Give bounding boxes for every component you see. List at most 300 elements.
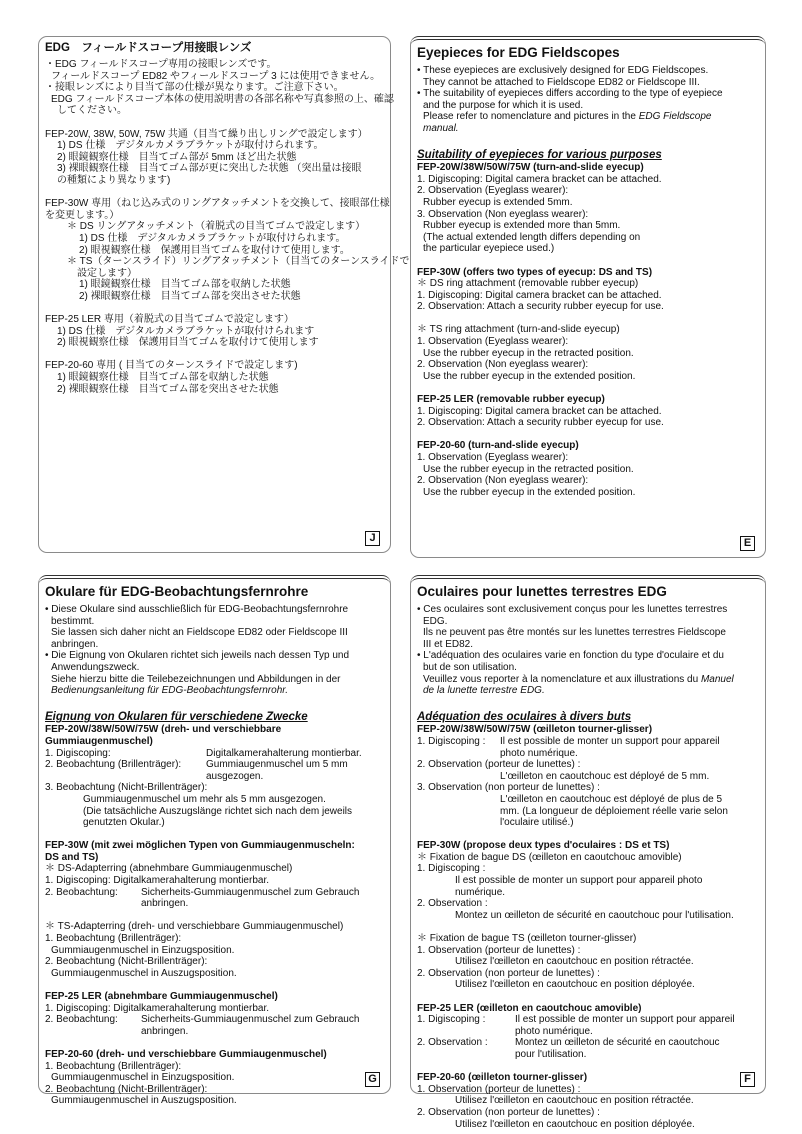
text-line [45,748,384,760]
line-text: • Ces oculaires sont exclusivement conçus pour les lunettes terrestres [417,604,728,615]
model-heading [45,991,384,1003]
line-text: 2) 眼視観察仕様 保護用目当てゴムを取付けて使用します。 [79,244,350,256]
text-line [417,604,759,616]
text-line [417,887,759,899]
text-line [417,209,759,221]
text-line [417,220,759,232]
line-text: Eignung von Okularen für verschiedene Zwecke [45,711,308,724]
item-value: Sicherheits-Gummiaugenmuschel zum Gebrauch [141,886,360,898]
line-text: ＊ DS-Adapterring (abnehmbare Gummiaugenmuschel) [45,863,293,875]
spacer [45,979,384,991]
panel-japanese [38,36,410,553]
text-line [417,487,759,499]
spacer [45,349,384,361]
line-text: フィールドスコープ ED82 やフィールドスコープ 3 には使用できません。 [51,70,381,82]
text-line [45,152,384,164]
text-line [45,759,384,771]
line-text: ＊ Fixation de bague DS (œilleton en caoutchouc amovible) [417,851,682,863]
text-line [417,359,759,371]
line-text: FEP-20-60 (turn-and-slide eyecup) [417,440,579,452]
line-text: Utilisez l'œilleton en caoutchouc en position déployée. [455,979,695,991]
line-text: • L'adéquation des oculaires varie en fonction du type d'oculaire et du [417,650,724,662]
line-text: FEP-30W (propose deux types d'oculaires : DS et TS) [417,840,670,852]
spacer [417,921,759,933]
line-text: 1. Observation (porteur de lunettes) : [417,1083,581,1095]
text-line [45,59,384,71]
line-text: Use the rubber eyecup in the retracted position. [423,463,634,475]
text-line [417,290,759,302]
text-line [417,1095,759,1107]
line-text: 1. Beobachtung (Brillenträger): [45,933,182,945]
line-text: (The actual extended length differs depending on [423,231,641,243]
spacer [45,187,384,199]
item-label: 1. Digiscoping : [417,735,486,747]
text-line [417,616,759,628]
line-text: 1. Observation (porteur de lunettes) : [417,944,581,956]
text-line [45,782,384,794]
line-text: EDG フィールドスコープ本体の使用説明書の各部名称や写真参照の上、確認 [51,93,394,105]
text-line [45,175,384,187]
item-value: ausgezogen. [206,770,264,782]
text-line [417,782,759,794]
spacer [417,313,759,325]
line-text: ＊ TS ring attachment (turn-and-slide eyecup) [417,324,620,336]
model-heading [417,394,759,406]
text-line [45,221,384,233]
text-line [45,1072,384,1084]
item-value: Montez un œilleton de sécurité en caoutchouc [515,1037,720,1049]
line-text: Gummiaugenmuschel in Einzugsposition. [51,1072,235,1084]
panel-body [417,65,759,498]
text-line [45,685,384,697]
line-text: 3. Beobachtung (Nicht-Brillenträger): [45,782,208,794]
text-line [417,771,759,783]
line-text: FEP-20W/38W/50W/75W (turn-and-slide eyecup) [417,162,644,174]
text-line [45,921,384,933]
line-text: FEP-20W, 38W, 50W, 75W 共通（目当て繰り出しリングで設定します） [45,128,368,140]
text-line [45,1084,384,1096]
line-text: 1. Digiscoping: Digital camera bracket can be attached. [417,173,662,185]
line-text: Montez un œilleton de sécurité en caoutchouc pour l'utilisation. [455,909,734,921]
line-text: 1. Observation (Eyeglass wearer): [417,452,569,463]
item-value: anbringen. [141,898,189,910]
line-text: 2. Observation (Non eyeglass wearer): [417,359,589,371]
line-text: FEP-25 LER (œilleton en caoutchouc amovible) [417,1002,642,1014]
text-line [417,197,759,209]
line-text: FEP-30W 専用（ねじ込み式のリングアタッチメントを交換して、接眼部仕様 [45,198,390,210]
text-line [417,278,759,290]
model-heading [45,840,384,852]
text-line [417,863,759,875]
language-badge: J [365,531,380,546]
text-line [417,627,759,639]
text-line [417,406,759,418]
line-text: ＊ TS（ターンスライド）リングアタッチメント（目当てのターンスライドで [67,256,410,268]
model-heading [45,852,384,864]
text-line [417,1014,759,1026]
line-text: • The suitability of eyepieces differs according to the type of eyepiece [417,88,723,100]
line-text: 2. Observation (non porteur de lunettes) : [417,967,600,979]
line-text: 2. Beobachtung (Nicht-Brillenträger): [45,1083,208,1095]
line-text: 1. Beobachtung (Brillenträger): [45,1060,182,1072]
panel-german [38,575,391,1107]
text-line [45,256,410,268]
text-line [417,417,759,429]
line-text: 2. Beobachtung (Nicht-Brillenträger): [45,956,208,968]
line-text: the particular eyepiece used.) [423,243,555,255]
line-text: Adéquation des oculaires à divers buts [417,711,632,724]
spacer [45,117,384,129]
line-text: 2. Observation: Attach a security rubber eyecup for use. [417,417,664,429]
text-line [45,93,394,106]
line-text: Please refer to nomenclature and pictures in the [423,111,639,123]
line-text: EDG. [423,615,448,627]
panel-body [417,604,759,1130]
item-value: Digitalkamerahalterung montierbar. [206,747,362,759]
line-text: 1. Digiscoping: Digital camera bracket can be attached. [417,405,662,417]
item-label: 2. Beobachtung: [45,886,118,898]
text-line [45,198,390,210]
text-line [417,736,759,748]
text-line [417,875,759,887]
item-value: photo numérique. [500,747,578,759]
line-text: FEP-30W (offers two types of eyecup: DS and TS) [417,266,653,278]
text-line [417,1107,759,1119]
item-label: 2. Beobachtung: [45,1014,118,1026]
text-line [417,243,759,255]
line-text: ・接眼レンズにより目当て部の仕様が異なります。ご注意下さい。 [45,82,344,94]
line-text: FEP-20-60 (dreh- und verschiebbare Gummiaugenmuschel) [45,1048,327,1060]
spacer [417,135,759,147]
section-heading [417,148,759,162]
line-text: FEP-30W (mit zwei möglichen Typen von Gummiaugenmuscheln: [45,840,355,852]
text-line [417,174,759,186]
text-line [45,945,384,957]
text-line [45,806,384,818]
italic-reference: de la lunette terrestre EDG. [423,685,545,697]
text-line [417,111,759,123]
text-line [45,817,384,829]
text-line [45,337,384,349]
line-text: 2. Observation (non porteur de lunettes) : [417,1106,600,1118]
text-line [417,1049,759,1061]
item-label: 2. Beobachtung (Brillenträger): [45,759,182,771]
model-heading [417,440,759,452]
line-text: Rubber eyecup is extended more than 5mm. [423,220,621,232]
panel-title: EDG フィールドスコープ用接眼レンズ [45,42,252,54]
line-text: Anwendungszweck. [51,661,140,673]
line-text: 2. Observation (porteur de lunettes) : [417,759,581,771]
spacer [417,429,759,441]
text-line [45,887,384,899]
line-text: 3. Observation (non porteur de lunettes) : [417,782,600,794]
line-text: FEP-20W/38W/50W/75W (œilleton tourner-glisser) [417,724,653,736]
line-text: Gummiaugenmuschel) [45,735,153,747]
line-text: They cannot be attached to Fieldscope ED82 or Fieldscope III. [423,76,700,88]
text-line [45,794,384,806]
line-text: FEP-20-60 (œilleton tourner-glisser) [417,1072,588,1084]
model-heading [45,736,384,748]
text-line [45,650,384,662]
text-line [45,771,384,783]
line-text: 1. Observation (Eyeglass wearer): [417,336,569,348]
text-line [417,185,759,197]
line-text: FEP-25 LER 専用（着脱式の目当てゴムで設定します） [45,314,294,326]
line-text: FEP-20-60 専用 ( 目当てのターンスライドで設定します) [45,360,298,372]
item-value: Il est possible de monter un support pour appareil [500,735,720,747]
text-line [45,140,384,152]
line-text: 3) 裸眼観察仕様 目当てゴム部が更に突出した状態 （突出量は接眼 [57,163,362,175]
line-text: Utilisez l'œilleton en caoutchouc en position déployée. [455,1118,695,1130]
line-text: • These eyepieces are exclusively designed for EDG Fieldscopes. [417,65,709,76]
line-text: 2) 眼視観察仕様 保護用目当てゴムを取付けて使用します [57,337,319,349]
text-line [417,910,759,922]
line-text: bestimmt. [51,615,95,627]
text-line [45,639,384,651]
text-line [417,77,759,89]
text-line [45,291,384,303]
line-text: 設定します） [67,267,137,279]
section-heading [45,710,384,724]
line-text: Siehe hierzu bitte die Teilebezeichnungen und Abbildungen in der [51,673,341,685]
panel-title: Oculaires pour lunettes terrestres EDG [417,584,667,599]
item-value: Gummiaugenmuschel um 5 mm [206,759,348,771]
line-text: を変更します。） [45,209,120,221]
item-value: anbringen. [141,1025,189,1037]
text-line [45,662,384,674]
text-line [417,371,759,383]
text-line [417,100,759,112]
text-line [417,759,759,771]
text-line [45,210,384,222]
text-line [417,650,759,662]
language-badge: E [740,536,755,551]
line-text: 1) 眼鏡観察仕様 目当てゴム部を収納した状態 [79,279,291,291]
text-line [45,933,384,945]
line-text: 2. Observation: Attach a security rubber eyecup for use. [417,301,664,313]
line-text: genutzten Okular.) [83,817,165,829]
model-heading [417,1072,759,1084]
line-text: • Die Eignung von Okularen richtet sich jeweils nach dessen Typ und [45,650,350,662]
text-line [417,945,759,957]
model-heading [417,267,759,279]
text-line [417,475,759,487]
text-line [417,1037,759,1049]
line-text: 1. Digiscoping: Digitalkamerahalterung montierbar. [45,1002,270,1014]
line-text: 2. Observation : [417,898,488,910]
text-line [417,348,759,360]
text-line [45,372,384,384]
line-text: FEP-20W/38W/50W/75W (dreh- und verschiebbare [45,724,282,736]
line-text: Gummiaugenmuschel um mehr als 5 mm ausgezogen. [83,793,326,805]
spacer [417,991,759,1003]
language-badge: G [365,1072,380,1087]
line-text: 3. Observation (Non eyeglass wearer): [417,208,589,220]
line-text: 1. Digiscoping: Digitalkamerahalterung montierbar. [45,875,270,887]
line-text: 1. Digiscoping: Digital camera bracket can be attached. [417,289,662,301]
text-line [417,817,759,829]
line-text: Rubber eyecup is extended 5mm. [423,196,573,208]
spacer [417,697,759,709]
text-line [45,1061,384,1073]
text-line [45,314,384,326]
text-line [417,324,759,336]
text-line [417,806,759,818]
text-line [45,1014,384,1026]
line-text: ＊ DS ring attachment (removable rubber eyecup) [417,278,639,290]
text-line [45,674,384,686]
model-heading [417,724,759,736]
text-line [417,464,759,476]
line-text: ＊ Fixation de bague TS (œilleton tourner-glisser) [417,933,637,945]
text-line [417,685,759,697]
line-text: (Die tatsächliche Auszugslänge richtet sich nach dem jeweils [83,805,353,817]
item-value: Sicherheits-Gummiaugenmuschel zum Gebrauch [141,1014,360,1026]
line-text: Utilisez l'œilleton en caoutchouc en position rétractée. [455,956,694,968]
line-text: mm. (La longueur de déploiement réelle varie selon [500,805,728,817]
text-line [417,1026,759,1038]
line-text: 1) DS 仕様 デジタルカメラブラケットが取付けられます。 [57,140,324,152]
panel-french [410,575,766,1130]
line-text: III et ED82. [423,638,474,650]
line-text: Suitability of eyepieces for various purposes [417,149,662,162]
text-line [45,875,384,887]
panel-body [45,604,384,1107]
model-heading [45,724,384,736]
text-line [417,65,759,77]
text-line [45,384,384,396]
line-text: ＊ DS リングアタッチメント（着脱式の目当てゴムで設定します） [67,221,366,233]
spacer [45,829,384,841]
line-text: numérique. [455,886,506,898]
line-text: FEP-25 LER (abnehmbare Gummiaugenmuschel) [45,991,278,1002]
text-line [45,863,384,875]
text-line [417,123,759,135]
model-heading [417,1003,759,1015]
item-label: 2. Observation : [417,1037,488,1049]
text-line [45,233,384,245]
spacer [417,255,759,267]
line-text: の種類により異なります) [57,174,171,186]
line-text: 2) 裸眼観察仕様 目当てゴム部を突出させた状態 [79,290,301,302]
text-line [45,82,384,94]
text-line [45,604,384,616]
text-line [417,933,759,945]
line-text: 2. Observation (Eyeglass wearer): [417,185,569,197]
line-text: してください。 [57,105,127,117]
text-line [417,336,759,348]
italic-reference: Bedienungsanleitung für EDG-Beobachtungsfernrohr. [51,685,289,697]
panel-title: Eyepieces for EDG Fieldscopes [417,45,620,60]
line-text: Gummiaugenmuschel in Auszugsposition. [51,1095,237,1107]
spacer [45,697,384,709]
text-line [45,71,384,83]
line-text: but de son utilisation. [423,661,517,673]
italic-reference: EDG Fieldscope [638,111,712,123]
text-line [417,794,759,806]
text-line [45,129,384,141]
spacer [417,382,759,394]
text-line [417,88,759,100]
item-label: 1. Digiscoping : [417,1014,486,1026]
line-text: Utilisez l'œilleton en caoutchouc en position rétractée. [455,1095,694,1107]
text-line [417,639,759,651]
line-text: L'œilleton en caoutchouc est déployé de 5 mm. [500,770,710,782]
text-line [45,105,384,117]
text-line [417,968,759,980]
text-line [417,232,759,244]
item-value: photo numérique. [515,1025,593,1037]
line-text: DS and TS) [45,851,99,863]
panel-english [410,36,766,558]
line-text: 1) DS 仕様 デジタルカメラブラケットが取付けられます [57,325,315,337]
model-heading [417,162,759,174]
panel-title: Okulare für EDG-Beobachtungsfernrohre [45,584,309,599]
text-line [417,1119,759,1131]
line-text: Gummiaugenmuschel in Auszugsposition. [51,967,237,979]
line-text: 1) DS 仕様 デジタルカメラブラケットが取付けられます。 [79,232,346,244]
text-line [417,979,759,991]
item-label: 1. Digiscoping: [45,747,111,759]
line-text: Il est possible de monter un support pour appareil photo [455,875,703,887]
text-line [45,616,384,628]
line-text: Veuillez vous reporter à la nomenclature et aux illustrations du [423,673,701,685]
line-text: 2) 裸眼観察仕様 目当てゴム部を突出させた状態 [57,383,279,395]
spacer [417,1061,759,1073]
line-text: 2) 眼鏡観察仕様 目当てゴム部が 5mm ほど出た状態 [57,151,297,163]
line-text: l'oculaire utilisé.) [500,817,574,829]
text-line [417,452,759,464]
text-line [417,1084,759,1096]
model-heading [417,840,759,852]
line-text: 2. Observation (Non eyeglass wearer): [417,475,589,487]
line-text: anbringen. [51,638,99,650]
language-badge: F [740,1072,755,1087]
panel-body [45,59,410,395]
line-text: Use the rubber eyecup in the retracted position. [423,347,634,359]
text-line [45,1095,384,1107]
line-text: Sie lassen sich daher nicht an Fieldscope ED82 oder Fieldscope III [51,627,348,639]
line-text: FEP-25 LER (removable rubber eyecup) [417,394,605,406]
text-line [417,956,759,968]
line-text: • Diese Okulare sind ausschließlich für EDG-Beobachtungsfernrohre [45,604,349,615]
text-line [45,163,384,175]
line-text: and the purpose for which it is used. [423,99,584,111]
item-value: pour l'utilisation. [515,1048,587,1060]
text-line [45,627,384,639]
section-heading [417,710,759,724]
text-line [45,326,384,338]
spacer [45,1037,384,1049]
spacer [417,829,759,841]
text-line [45,898,384,910]
line-text: ＊ TS-Adapterring (dreh- und verschiebbare Gummiaugenmuschel) [45,921,344,933]
text-line [45,968,384,980]
line-text: 1. Digiscoping : [417,863,486,875]
line-text: Gummiaugenmuschel in Einzugsposition. [51,944,235,956]
italic-reference: Manuel [700,673,734,685]
line-text: Use the rubber eyecup in the extended position. [423,370,636,382]
text-line [45,360,384,372]
model-heading [45,1049,384,1061]
line-text: L'œilleton en caoutchouc est déployé de plus de 5 [500,793,723,805]
text-line [45,1003,384,1015]
line-text: ・EDG フィールドスコープ専用の接眼レンズです。 [45,59,277,70]
text-line [417,674,759,686]
text-line [417,662,759,674]
text-line [45,268,384,280]
line-text: Use the rubber eyecup in the extended position. [423,486,636,498]
